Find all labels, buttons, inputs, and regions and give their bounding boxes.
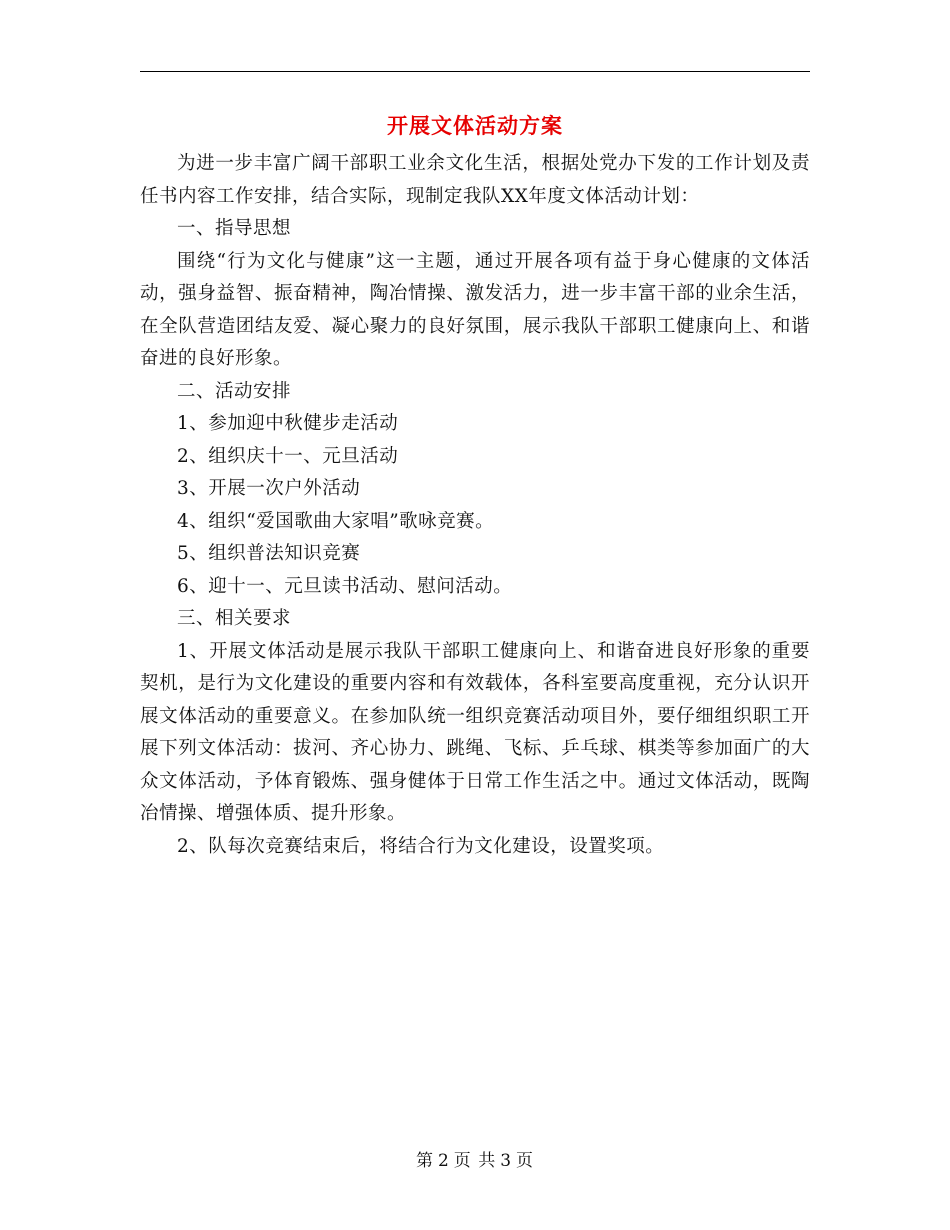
guiding-thought-paragraph: 围绕“行为文化与健康”这一主题，通过开展各项有益于身心健康的文体活动，强身益智、振奋精神，陶冶情操、激发活力，进一步丰富干部的业余生活，在全队营造团结友爱、凝心聚力的良好氛围，展示我队干部职工健康向上、和谐奋进的良好形象。 [140, 250, 810, 369]
activity-item: 6、迎十一、元旦读书活动、慰问活动。 [177, 575, 513, 597]
activity-item: 1、参加迎中秋健步走活动 [177, 413, 399, 434]
activity-item: 4、组织“爱国歌曲大家唱”歌咏竞赛。 [177, 510, 495, 532]
activity-item: 2、组织庆十一、元旦活动 [177, 445, 399, 467]
intro-paragraph: 为进一步丰富广阔干部职工业余文化生活，根据处党办下发的工作计划及责任书内容工作安排，结合实际，现制定我队XX年度文体活动计划： [140, 153, 810, 207]
footer-total-pages: 3 [500, 1151, 513, 1171]
footer-middle: 页 共 [453, 1151, 497, 1171]
requirement-paragraph: 1、开展文体活动是展示我队干部职工健康向上、和谐奋进良好形象的重要契机，是行为文化建设的重要内容和有效载体，各科室要高度重视，充分认识开展文体活动的重要意义。在参加队统一组织竞赛活动项目外，要仔细组织职工开展下列文体活动：拔河、齐心协力、跳绳、飞标、乒乓球、棋类等参加面广的大众文体活动，予体育锻炼、强身健体于日常工作生活之中。通过文体活动，既陶冶情操、增强体质、提升形象。 [140, 640, 810, 824]
activity-item: 3、开展一次户外活动 [177, 478, 361, 499]
section-heading-requirements: 三、相关要求 [177, 608, 292, 629]
requirement-paragraph: 2、队每次竞赛结束后，将结合行为文化建设，设置奖项。 [177, 835, 665, 857]
section-heading-activity-arrangement: 二、活动安排 [177, 380, 292, 402]
footer-prefix: 第 [415, 1151, 434, 1171]
document-title: 开展文体活动方案 [387, 113, 563, 138]
document-body [140, 148, 810, 863]
page-footer [0, 1146, 950, 1171]
activity-item: 5、组织普法知识竞赛 [177, 543, 361, 564]
header-rule [140, 71, 810, 72]
section-heading-guiding-thought: 一、指导思想 [177, 218, 292, 239]
footer-current-page: 2 [437, 1151, 450, 1171]
footer-suffix: 页 [516, 1151, 535, 1171]
